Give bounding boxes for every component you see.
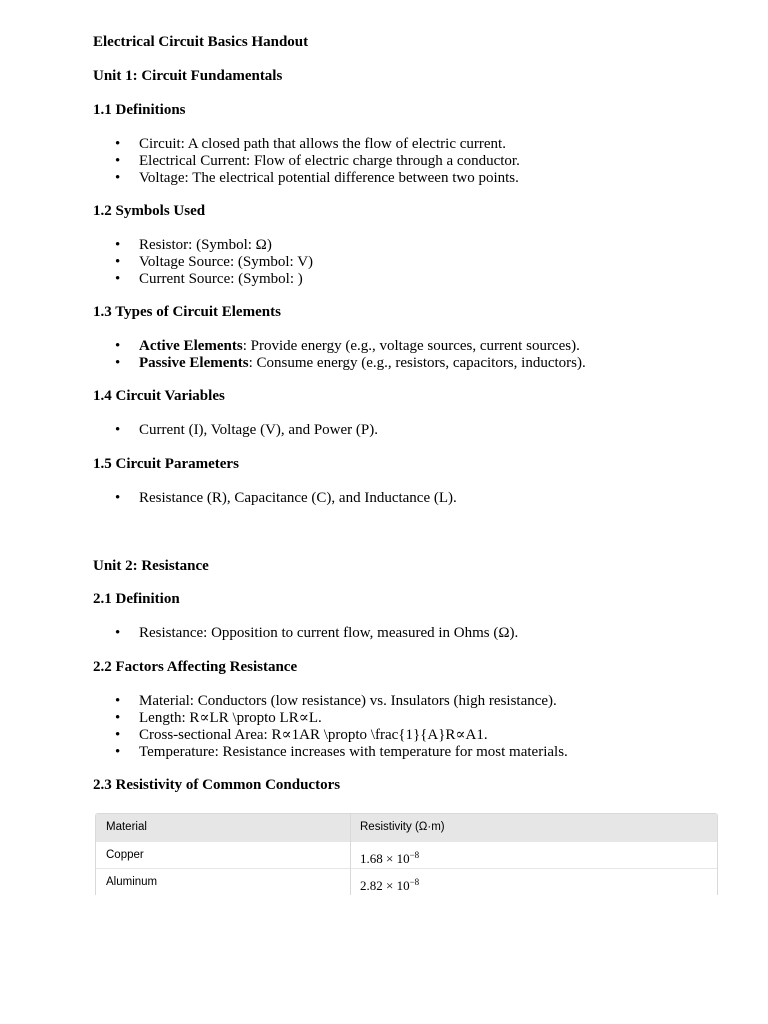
list-item: • Current (I), Voltage (V), and Power (P).	[115, 422, 378, 438]
element-types-list	[93, 338, 586, 372]
list-item: • Current Source: (Symbol: )	[115, 271, 303, 287]
column-header-resistivity: Resistivity (Ω·m)	[360, 821, 445, 833]
material-cell: Copper	[106, 849, 144, 861]
resistivity-cell: $2.82 \times 10^{-8}$	[360, 877, 420, 893]
term: Passive Elements	[139, 355, 249, 371]
parameters-list	[93, 490, 457, 507]
section-1-2-heading: 1.2 Symbols Used	[93, 203, 206, 219]
section-1-5-heading: 1.5 Circuit Parameters	[93, 456, 239, 472]
bullet-icon: •	[115, 170, 121, 186]
bullet-icon: •	[115, 625, 121, 641]
list-item: • Temperature: Resistance increases with temperature for most materials.	[115, 744, 568, 760]
list-item: • Voltage Source: (Symbol: V)	[115, 254, 314, 270]
definitions-list	[93, 136, 520, 187]
variables-list	[93, 422, 378, 439]
bullet-icon: •	[115, 153, 121, 169]
bullet-icon: •	[115, 237, 121, 253]
list-item: • Length: R∝LR \propto LR∝L.	[115, 710, 322, 726]
list-item: • Resistance: Opposition to current flow, measured in Ohms (Ω).	[115, 625, 519, 641]
unit-2-heading: Unit 2: Resistance	[93, 558, 209, 574]
unit-1-heading: Unit 1: Circuit Fundamentals	[93, 68, 283, 84]
list-item: • Material: Conductors (low resistance) vs. Insulators (high resistance).	[115, 693, 557, 709]
bullet-icon: •	[115, 744, 121, 760]
list-item: • Electrical Current: Flow of electric charge through a conductor.	[115, 153, 520, 169]
resistivity-cell: $1.68 \times 10^{-8}$	[360, 850, 420, 866]
resistivity-table	[95, 813, 718, 895]
list-item: • Resistance (R), Capacitance (C), and Inductance (L).	[115, 490, 457, 506]
term: Active Elements	[139, 338, 243, 354]
material-cell: Aluminum	[106, 876, 158, 888]
section-1-1-heading: 1.1 Definitions	[93, 102, 186, 118]
table-row	[96, 868, 717, 895]
section-2-2-heading: 2.2 Factors Affecting Resistance	[93, 659, 298, 675]
symbols-list	[93, 237, 313, 288]
list-item: • Active Elements: Provide energy (e.g., voltage sources, current sources).	[115, 338, 580, 354]
bullet-icon: •	[115, 338, 121, 354]
table-row	[96, 841, 717, 869]
bullet-icon: •	[115, 710, 121, 726]
column-divider	[350, 814, 351, 895]
bullet-icon: •	[115, 136, 121, 152]
section-1-4-heading: 1.4 Circuit Variables	[93, 388, 225, 404]
resistance-definition-list	[93, 625, 518, 642]
column-header-material: Material	[106, 821, 147, 833]
bullet-icon: •	[115, 254, 121, 270]
list-item: • Passive Elements: Consume energy (e.g., resistors, capacitors, inductors).	[115, 355, 586, 371]
list-item: • Voltage: The electrical potential difference between two points.	[115, 170, 519, 186]
bullet-icon: •	[115, 422, 121, 438]
bullet-icon: •	[115, 490, 121, 506]
bullet-icon: •	[115, 355, 121, 371]
list-item: • Cross-sectional Area: R∝1AR \propto \frac{1}{A}R∝A1.	[115, 727, 488, 743]
bullet-icon: •	[115, 693, 121, 709]
list-item: • Circuit: A closed path that allows the flow of electric current.	[115, 136, 506, 152]
bullet-icon: •	[115, 271, 121, 287]
section-1-3-heading: 1.3 Types of Circuit Elements	[93, 304, 281, 320]
document-title: Electrical Circuit Basics Handout	[93, 34, 309, 50]
bullet-icon: •	[115, 727, 121, 743]
section-2-3-heading: 2.3 Resistivity of Common Conductors	[93, 777, 341, 793]
table-header-row	[96, 814, 717, 841]
section-2-1-heading: 2.1 Definition	[93, 591, 180, 607]
list-item: • Resistor: (Symbol: Ω)	[115, 237, 272, 253]
factors-list	[93, 693, 568, 761]
